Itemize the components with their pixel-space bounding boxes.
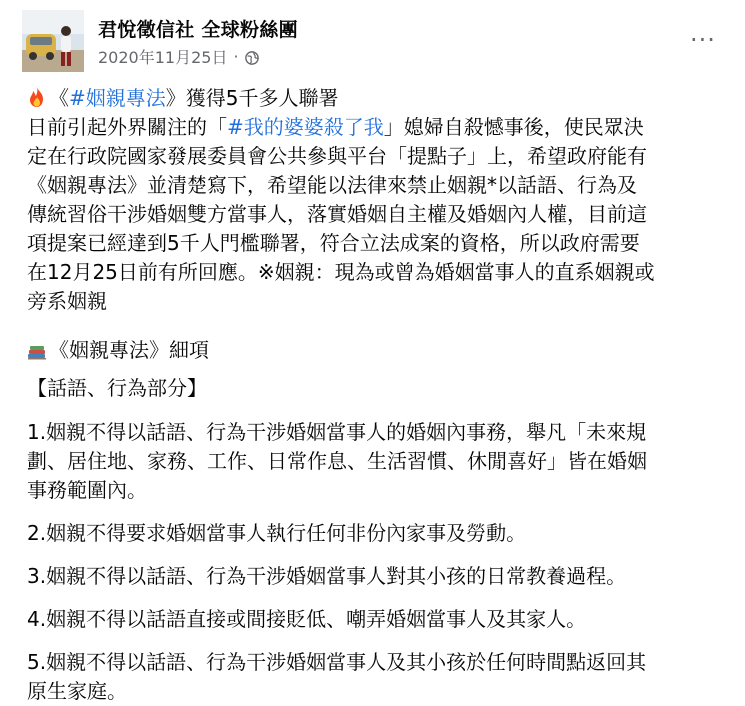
post-header	[22, 10, 727, 72]
more-icon: ···	[690, 26, 716, 54]
list-item-line: 原生家庭。	[27, 679, 127, 703]
list-item	[27, 648, 729, 706]
paragraph-line: 《姻親專法》並清楚寫下，希望能以法律來禁止姻親*以話語、行為及	[27, 173, 637, 197]
details-title-text: 《姻親專法》細項	[49, 338, 209, 362]
paragraph-line: 在12月25日前有所回應。※姻親：現為或曾為婚姻當事人的直系姻親或	[27, 260, 655, 284]
list-item-line: 2.姻親不得要求婚姻當事人執行任何非份內家事及勞動。	[27, 521, 527, 545]
details-title	[27, 336, 729, 365]
post-date[interactable]: 2020年11月25日	[98, 48, 228, 67]
paragraph-text: 日前引起外界關注的「	[27, 115, 227, 139]
headline	[27, 84, 729, 113]
list-item-line: 事務範圍內。	[27, 478, 147, 502]
post-body	[27, 84, 729, 706]
headline-prefix: 《	[49, 86, 69, 110]
list-item	[27, 418, 729, 505]
list-item-line: 4.姻親不得以話語直接或間接貶低、嘲弄婚姻當事人及其家人。	[27, 607, 587, 631]
paragraph-line: 項提案已經達到5千人門檻聯署，符合立法成案的資格，所以政府需要	[27, 231, 640, 255]
paragraph-line: 定在行政院國家發展委員會公共參與平台「提點子」上，希望政府能有	[27, 144, 647, 168]
paragraph-line	[27, 113, 729, 142]
list-item-line: 3.姻親不得以話語、行為干涉婚姻當事人對其小孩的日常教養過程。	[27, 564, 627, 588]
list-item	[27, 562, 729, 591]
meta-separator: ·	[233, 47, 239, 66]
list-item	[27, 605, 729, 634]
page-avatar[interactable]	[22, 10, 84, 72]
paragraph-line: 旁系姻親	[27, 289, 107, 313]
list-item-line: 5.姻親不得以話語、行為干涉婚姻當事人及其小孩於任何時間點返回其	[27, 650, 647, 674]
post-meta	[98, 45, 259, 68]
hashtag-link[interactable]: #我的婆婆殺了我	[227, 115, 384, 139]
page-name[interactable]: 君悅徵信社 全球粉絲團	[98, 19, 298, 41]
section-heading: 【話語、行為部分】	[27, 376, 207, 400]
list-item-line: 劃、居住地、家務、工作、日常作息、生活習慣、休閒喜好」皆在婚姻	[27, 449, 647, 473]
more-options-button[interactable]	[685, 22, 721, 58]
list-item-line: 1.姻親不得以話語、行為干涉婚姻當事人的婚姻內事務，舉凡「未來規	[27, 420, 647, 444]
list-item	[27, 519, 729, 548]
headline-suffix: 》獲得5千多人聯署	[165, 86, 339, 110]
paragraph-text: 」媳婦自殺憾事後，使民眾決	[383, 115, 644, 139]
paragraph-line: 傳統習俗干涉婚姻雙方當事人，落實婚姻自主權及婚姻內人權，目前這	[27, 202, 647, 226]
books-icon	[27, 339, 47, 368]
hashtag-link[interactable]: #姻親專法	[69, 86, 166, 110]
globe-icon[interactable]	[245, 50, 259, 64]
fire-icon	[27, 86, 47, 116]
